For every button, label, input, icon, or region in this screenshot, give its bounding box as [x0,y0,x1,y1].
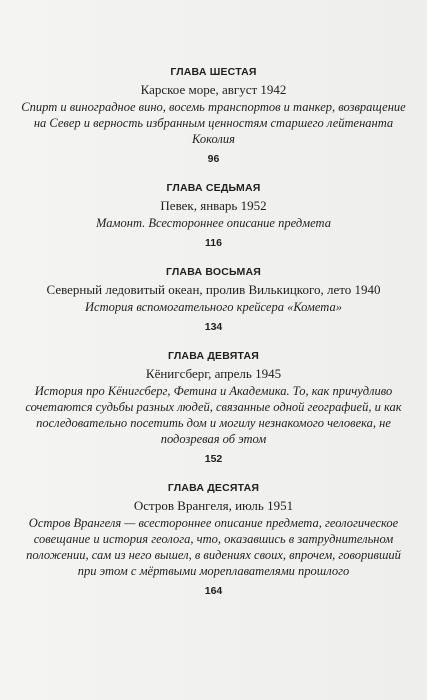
chapter-entry-8 [10,266,417,334]
chapter-description: Мамонт. Всестороннее описание предмета [96,216,331,230]
chapter-heading: ГЛАВА ШЕСТАЯ [170,66,257,78]
chapter-heading: ГЛАВА СЕДЬМАЯ [166,182,261,194]
chapter-place-date: Остров Врангеля, июль 1951 [133,498,294,513]
chapter-entry-7 [10,182,417,250]
chapter-place-date: Певек, январь 1952 [160,198,267,213]
chapter-description: Спирт и виноградное вино, восемь транспортов и танкер, возвращение на Север и верность избранным ценностям старшего лейтенанта Коколия [21,100,406,146]
chapter-page-number: 134 [204,321,223,333]
chapter-description: История про Кёнигсберг, Фетина и Академика. То, как причудливо сочетаются судьбы разных людей, связанные одной географией, и как последовательно посетить дом и могилу незнакомого человека, не подозревая об этом [25,384,402,446]
chapter-page-number: 164 [204,585,223,597]
chapter-place-date: Карское море, август 1942 [140,82,287,97]
chapter-entry-10 [10,482,417,598]
chapter-description: История вспомогательного крейсера «Комета» [85,300,342,314]
chapter-page-number: 116 [205,237,222,249]
chapter-heading: ГЛАВА ДЕСЯТАЯ [167,482,260,494]
chapter-heading: ГЛАВА ВОСЬМАЯ [165,266,262,278]
chapter-place-date: Северный ледовитый океан, пролив Вилькицкого, лето 1940 [46,282,381,297]
chapter-entry-6 [10,66,417,166]
chapter-place-date: Кёнигсберг, апрель 1945 [145,366,282,381]
chapter-description: Остров Врангеля — всестороннее описание предмета, геологическое совещание и история геолога, что, оказавшись в затруднительном положении, сам из него вышел, в видениях своих, впрочем, говоривший при этом с мёртвыми мореплавателями прошлого [26,516,401,578]
chapter-page-number: 152 [204,453,223,465]
chapter-entry-9 [10,350,417,466]
chapter-heading: ГЛАВА ДЕВЯТАЯ [167,350,260,362]
chapter-page-number: 96 [207,153,220,165]
